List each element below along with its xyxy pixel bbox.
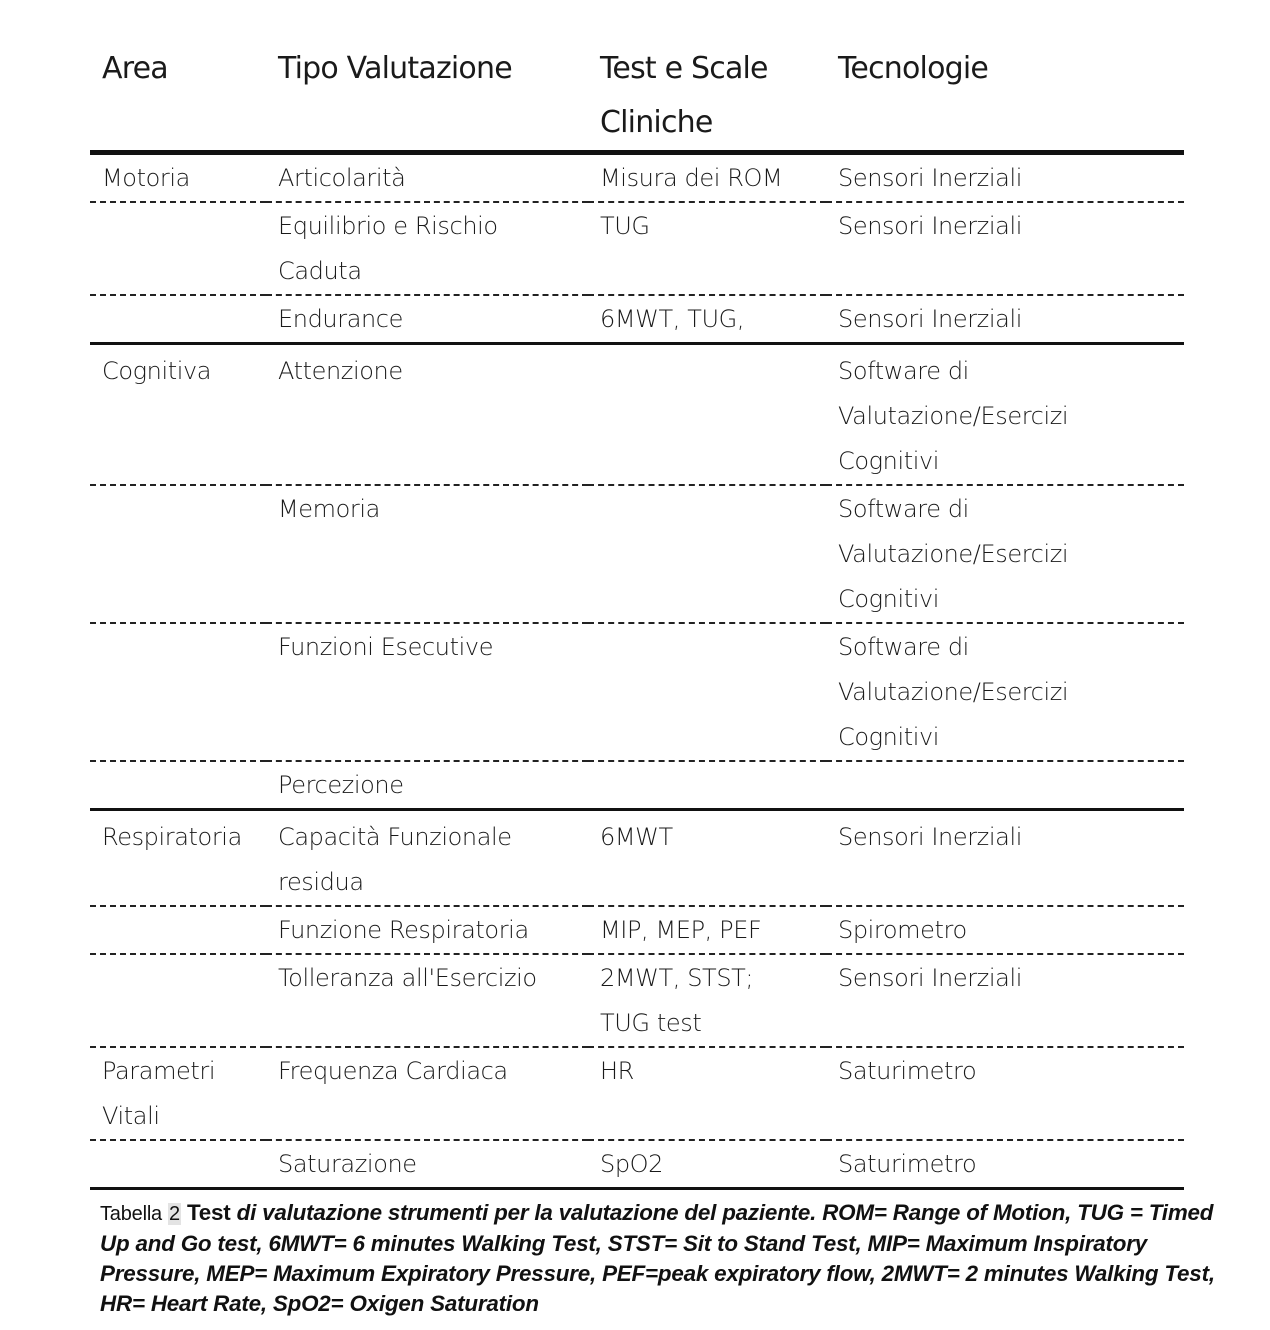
caption-lead: Test [186,1200,231,1225]
cell-test: HR [588,1047,826,1140]
table-body [90,153,1184,1189]
cell-tecnologie: Software di Valutazione/Esercizi Cognitivi [826,623,1184,761]
document-page [90,40,1215,1319]
cell-area: Respiratoria [90,810,266,907]
cell-tecnologie: Software di Valutazione/Esercizi Cognitivi [826,344,1184,486]
cell-tipo: Percezione [266,761,588,810]
cell-tipo: Attenzione [266,344,588,486]
table-row [90,1047,1184,1140]
cell-tecnologie: Sensori Inerziali [826,295,1184,344]
table-row [90,344,1184,486]
cell-area [90,485,266,623]
header-row [90,40,1184,153]
cell-test [588,623,826,761]
header-tipo-valutazione: Tipo Valutazione [266,40,588,153]
cell-test: 6MWT, TUG, [588,295,826,344]
table-row [90,810,1184,907]
cell-tipo: Saturazione [266,1140,588,1189]
cell-tecnologie: Sensori Inerziali [826,202,1184,295]
table-row [90,623,1184,761]
caption-label: Tabella [100,1203,162,1225]
cell-area: Cognitiva [90,344,266,486]
table-row [90,295,1184,344]
table-row [90,954,1184,1047]
cell-area: Motoria [90,153,266,203]
cell-test: TUG [588,202,826,295]
table-row [90,906,1184,954]
table-row [90,202,1184,295]
cell-tecnologie: Spirometro [826,906,1184,954]
cell-test: 6MWT [588,810,826,907]
cell-area [90,202,266,295]
cell-tipo: Tolleranza all'Esercizio [266,954,588,1047]
table-header [90,40,1184,153]
cell-tipo: Articolarità [266,153,588,203]
cell-test: SpO2 [588,1140,826,1189]
cell-tipo: Memoria [266,485,588,623]
caption-number: 2 [169,1203,180,1225]
table-row [90,153,1184,203]
cell-test: Misura dei ROM [588,153,826,203]
cell-tecnologie: Saturimetro [826,1140,1184,1189]
cell-tipo: Equilibrio e Rischio Caduta [266,202,588,295]
cell-area [90,623,266,761]
cell-tecnologie: Sensori Inerziali [826,954,1184,1047]
cell-tecnologie: Saturimetro [826,1047,1184,1140]
cell-test: MIP, MEP, PEF [588,906,826,954]
cell-tecnologie [826,761,1184,810]
table-caption [100,1198,1230,1319]
cell-tecnologie: Software di Valutazione/Esercizi Cognitivi [826,485,1184,623]
cell-tipo: Endurance [266,295,588,344]
cell-area [90,906,266,954]
header-tecnologie: Tecnologie [826,40,1184,153]
cell-tipo: Funzioni Esecutive [266,623,588,761]
cell-area [90,954,266,1047]
table-row [90,485,1184,623]
header-area: Area [90,40,266,153]
cell-area [90,1140,266,1189]
cell-tipo: Frequenza Cardiaca [266,1047,588,1140]
cell-test [588,485,826,623]
cell-test [588,344,826,486]
cell-test: 2MWT, STST; TUG test [588,954,826,1047]
cell-test [588,761,826,810]
cell-area: Parametri Vitali [90,1047,266,1140]
cell-tecnologie: Sensori Inerziali [826,153,1184,203]
cell-tipo: Capacità Funzionale residua [266,810,588,907]
cell-tecnologie: Sensori Inerziali [826,810,1184,907]
cell-area [90,761,266,810]
cell-tipo: Funzione Respiratoria [266,906,588,954]
header-test-scale: Test e Scale Cliniche [588,40,826,153]
assessment-table [90,40,1184,1190]
caption-text: di valutazione strumenti per la valutazione del paziente. ROM= Range of Motion, TUG = Timed Up and Go test, 6MWT= 6 minutes Walking Test, STST= Sit to Stand Test, MIP= Maximum Inspiratory Pressure, MEP= Maximum Expiratory Pressure, PEF=peak expiratory flow, 2MWT= 2 minutes Walking Test, HR= Heart Rate, SpO2= Oxigen Saturation [100,1200,1215,1316]
cell-area [90,295,266,344]
table-row [90,1140,1184,1189]
table-row [90,761,1184,810]
